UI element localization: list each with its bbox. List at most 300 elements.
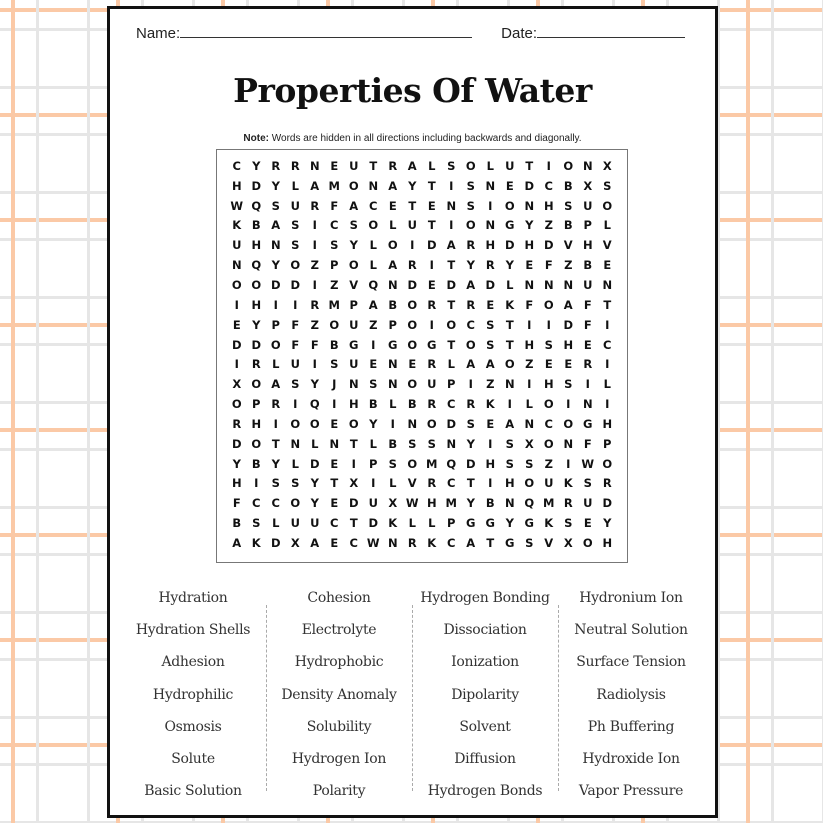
grid-letter[interactable]: O xyxy=(524,476,535,491)
grid-letter[interactable]: K xyxy=(388,516,398,531)
grid-letter[interactable]: B xyxy=(232,516,242,531)
grid-letter[interactable]: N xyxy=(524,277,535,292)
grid-letter[interactable]: N xyxy=(309,158,320,173)
grid-letter[interactable]: L xyxy=(272,357,280,372)
grid-letter[interactable]: E xyxy=(427,277,436,292)
grid-letter[interactable]: E xyxy=(232,317,241,332)
grid-letter[interactable]: E xyxy=(330,535,339,550)
grid-letter[interactable]: T xyxy=(427,178,436,193)
grid-letter[interactable]: C xyxy=(252,496,261,511)
grid-letter[interactable]: O xyxy=(543,436,554,451)
grid-letter[interactable]: O xyxy=(348,258,359,273)
grid-letter[interactable]: N xyxy=(387,535,398,550)
grid-letter[interactable]: Y xyxy=(310,377,319,392)
grid-letter[interactable]: D xyxy=(251,337,262,352)
grid-letter[interactable]: D xyxy=(270,277,281,292)
grid-letter[interactable]: A xyxy=(349,198,359,213)
grid-letter[interactable]: N xyxy=(446,198,457,213)
grid-letter[interactable]: R xyxy=(427,397,437,412)
grid-letter[interactable]: K xyxy=(232,218,242,233)
grid-letter[interactable]: P xyxy=(447,377,456,392)
grid-letter[interactable]: T xyxy=(447,258,456,273)
grid-letter[interactable]: K xyxy=(563,476,573,491)
grid-letter[interactable]: X xyxy=(524,436,534,451)
grid-letter[interactable]: Y xyxy=(466,496,475,511)
grid-letter[interactable]: R xyxy=(563,496,573,511)
grid-letter[interactable]: S xyxy=(330,357,339,372)
grid-letter[interactable]: Q xyxy=(524,496,535,511)
grid-letter[interactable]: O xyxy=(251,436,262,451)
grid-letter[interactable]: F xyxy=(232,496,241,511)
grid-letter[interactable]: A xyxy=(310,535,320,550)
grid-letter[interactable]: L xyxy=(486,158,494,173)
grid-letter[interactable]: R xyxy=(407,535,417,550)
name-field[interactable] xyxy=(136,23,472,42)
grid-letter[interactable]: N xyxy=(446,436,457,451)
grid-letter[interactable]: W xyxy=(581,456,595,471)
grid-letter[interactable]: U xyxy=(290,198,300,213)
grid-letter[interactable]: E xyxy=(603,258,612,273)
grid-letter[interactable]: R xyxy=(427,357,437,372)
grid-letter[interactable]: T xyxy=(271,436,280,451)
grid-letter[interactable]: K xyxy=(505,297,515,312)
grid-letter[interactable]: C xyxy=(603,337,612,352)
grid-letter[interactable]: R xyxy=(232,416,242,431)
grid-letter[interactable]: Y xyxy=(466,436,475,451)
grid-letter[interactable]: O xyxy=(231,397,242,412)
grid-letter[interactable]: E xyxy=(486,297,495,312)
grid-letter[interactable]: T xyxy=(447,297,456,312)
grid-letter[interactable]: O xyxy=(231,277,242,292)
grid-letter[interactable]: N xyxy=(485,178,496,193)
grid-letter[interactable]: O xyxy=(563,416,574,431)
grid-letter[interactable]: I xyxy=(449,178,454,193)
grid-letter[interactable]: I xyxy=(527,317,532,332)
grid-letter[interactable]: I xyxy=(605,317,610,332)
grid-letter[interactable]: T xyxy=(525,158,534,173)
grid-letter[interactable]: S xyxy=(330,238,339,253)
grid-letter[interactable]: H xyxy=(251,297,262,312)
grid-letter[interactable]: Z xyxy=(544,456,553,471)
grid-letter[interactable]: S xyxy=(486,337,495,352)
grid-letter[interactable]: H xyxy=(524,238,535,253)
grid-letter[interactable]: Y xyxy=(525,218,534,233)
grid-letter[interactable]: B xyxy=(563,218,573,233)
grid-letter[interactable]: Y xyxy=(310,496,319,511)
grid-letter[interactable]: S xyxy=(603,178,612,193)
grid-letter[interactable]: G xyxy=(466,516,476,531)
grid-letter[interactable]: S xyxy=(544,337,553,352)
grid-letter[interactable]: I xyxy=(390,416,395,431)
grid-letter[interactable]: H xyxy=(231,476,242,491)
grid-letter[interactable]: E xyxy=(369,357,378,372)
grid-letter[interactable]: N xyxy=(231,258,242,273)
grid-letter[interactable]: I xyxy=(293,397,298,412)
grid-letter[interactable]: P xyxy=(583,218,592,233)
grid-letter[interactable]: S xyxy=(291,238,300,253)
grid-letter[interactable]: M xyxy=(328,178,340,193)
grid-letter[interactable]: S xyxy=(369,377,378,392)
grid-letter[interactable]: I xyxy=(429,258,434,273)
grid-letter[interactable]: N xyxy=(504,377,515,392)
grid-letter[interactable]: R xyxy=(427,476,437,491)
grid-letter[interactable]: T xyxy=(330,476,339,491)
grid-letter[interactable]: B xyxy=(251,456,261,471)
grid-letter[interactable]: H xyxy=(543,198,554,213)
grid-letter[interactable]: R xyxy=(251,357,261,372)
grid-letter[interactable]: O xyxy=(602,198,613,213)
grid-letter[interactable]: Q xyxy=(309,397,320,412)
grid-letter[interactable]: D xyxy=(348,496,359,511)
grid-letter[interactable]: Y xyxy=(369,416,378,431)
grid-letter[interactable]: N xyxy=(329,436,340,451)
grid-letter[interactable]: B xyxy=(388,297,398,312)
grid-letter[interactable]: G xyxy=(427,337,437,352)
grid-letter[interactable]: X xyxy=(290,535,300,550)
grid-letter[interactable]: L xyxy=(369,436,377,451)
grid-letter[interactable]: A xyxy=(466,535,476,550)
grid-letter[interactable]: L xyxy=(603,218,611,233)
grid-letter[interactable]: N xyxy=(582,158,593,173)
grid-letter[interactable]: S xyxy=(564,516,573,531)
grid-letter[interactable]: W xyxy=(230,198,244,213)
grid-letter[interactable]: S xyxy=(505,436,514,451)
grid-letter[interactable]: R xyxy=(271,158,281,173)
grid-letter[interactable]: I xyxy=(312,277,317,292)
grid-letter[interactable]: F xyxy=(544,258,553,273)
grid-letter[interactable]: G xyxy=(583,416,593,431)
grid-letter[interactable]: C xyxy=(447,476,456,491)
grid-letter[interactable]: S xyxy=(525,535,534,550)
grid-letter[interactable]: I xyxy=(351,456,356,471)
grid-letter[interactable]: T xyxy=(427,218,436,233)
grid-letter[interactable]: S xyxy=(466,178,475,193)
grid-letter[interactable]: U xyxy=(290,357,300,372)
grid-letter[interactable]: K xyxy=(427,535,437,550)
grid-letter[interactable]: H xyxy=(251,416,262,431)
grid-letter[interactable]: O xyxy=(543,397,554,412)
grid-letter[interactable]: O xyxy=(602,456,613,471)
grid-letter[interactable]: Z xyxy=(486,377,495,392)
grid-letter[interactable]: P xyxy=(447,516,456,531)
grid-letter[interactable]: O xyxy=(465,158,476,173)
grid-letter[interactable]: O xyxy=(368,218,379,233)
grid-letter[interactable]: I xyxy=(332,397,337,412)
grid-letter[interactable]: E xyxy=(388,198,397,213)
grid-letter[interactable]: C xyxy=(369,198,378,213)
grid-letter[interactable]: N xyxy=(543,277,554,292)
grid-letter[interactable]: N xyxy=(504,496,515,511)
grid-letter[interactable]: Q xyxy=(251,198,262,213)
grid-letter[interactable]: I xyxy=(449,218,454,233)
grid-letter[interactable]: C xyxy=(330,516,339,531)
grid-letter[interactable]: E xyxy=(564,357,573,372)
grid-letter[interactable]: G xyxy=(485,516,495,531)
grid-letter[interactable]: X xyxy=(349,476,359,491)
grid-letter[interactable]: H xyxy=(348,397,359,412)
grid-letter[interactable]: H xyxy=(524,337,535,352)
grid-letter[interactable]: U xyxy=(583,496,593,511)
grid-letter[interactable]: O xyxy=(290,496,301,511)
grid-letter[interactable]: I xyxy=(546,317,551,332)
grid-letter[interactable]: Z xyxy=(525,357,534,372)
grid-letter[interactable]: S xyxy=(271,198,280,213)
grid-letter[interactable]: E xyxy=(330,416,339,431)
grid-letter[interactable]: P xyxy=(252,397,261,412)
grid-letter[interactable]: C xyxy=(271,496,280,511)
grid-letter[interactable]: V xyxy=(544,535,554,550)
grid-letter[interactable]: C xyxy=(349,535,358,550)
grid-letter[interactable]: S xyxy=(427,436,436,451)
grid-letter[interactable]: Z xyxy=(369,317,378,332)
grid-letter[interactable]: T xyxy=(369,158,378,173)
grid-letter[interactable]: Y xyxy=(466,258,475,273)
grid-letter[interactable]: L xyxy=(408,516,416,531)
grid-letter[interactable]: R xyxy=(466,397,476,412)
grid-letter[interactable]: A xyxy=(446,238,456,253)
grid-letter[interactable]: R xyxy=(466,297,476,312)
grid-letter[interactable]: Y xyxy=(232,456,241,471)
grid-letter[interactable]: R xyxy=(407,258,417,273)
grid-letter[interactable]: U xyxy=(368,496,378,511)
grid-letter[interactable]: G xyxy=(505,218,515,233)
grid-letter[interactable]: G xyxy=(524,516,534,531)
grid-letter[interactable]: L xyxy=(428,158,436,173)
grid-letter[interactable]: A xyxy=(466,277,476,292)
grid-letter[interactable]: O xyxy=(407,456,418,471)
grid-letter[interactable]: N xyxy=(407,416,418,431)
grid-letter[interactable]: N xyxy=(270,238,281,253)
grid-letter[interactable]: U xyxy=(349,158,359,173)
grid-letter[interactable]: T xyxy=(447,337,456,352)
grid-letter[interactable]: F xyxy=(583,297,592,312)
grid-letter[interactable]: D xyxy=(426,238,437,253)
grid-letter[interactable]: D xyxy=(465,456,476,471)
grid-letter[interactable]: N xyxy=(602,277,613,292)
grid-letter[interactable]: S xyxy=(564,377,573,392)
grid-letter[interactable]: F xyxy=(330,198,339,213)
grid-letter[interactable]: X xyxy=(232,377,242,392)
grid-letter[interactable]: U xyxy=(505,158,515,173)
grid-letter[interactable]: A xyxy=(466,357,476,372)
grid-letter[interactable]: I xyxy=(273,297,278,312)
grid-letter[interactable]: U xyxy=(349,317,359,332)
grid-letter[interactable]: D xyxy=(231,337,242,352)
grid-letter[interactable]: H xyxy=(543,377,554,392)
grid-letter[interactable]: C xyxy=(232,158,241,173)
grid-letter[interactable]: R xyxy=(388,158,398,173)
grid-letter[interactable]: Z xyxy=(564,258,573,273)
grid-letter[interactable]: H xyxy=(563,337,574,352)
grid-letter[interactable]: B xyxy=(329,337,339,352)
grid-letter[interactable]: S xyxy=(447,158,456,173)
grid-letter[interactable]: I xyxy=(429,317,434,332)
grid-letter[interactable]: P xyxy=(369,456,378,471)
grid-letter[interactable]: S xyxy=(466,198,475,213)
grid-letter[interactable]: S xyxy=(583,476,592,491)
grid-letter[interactable]: T xyxy=(408,198,417,213)
grid-letter[interactable]: Y xyxy=(408,178,417,193)
grid-letter[interactable]: D xyxy=(504,238,515,253)
grid-letter[interactable]: F xyxy=(310,337,319,352)
grid-letter[interactable]: R xyxy=(583,357,593,372)
grid-letter[interactable]: P xyxy=(330,258,339,273)
grid-letter[interactable]: S xyxy=(291,218,300,233)
grid-letter[interactable]: L xyxy=(389,397,397,412)
grid-letter[interactable]: L xyxy=(428,516,436,531)
grid-letter[interactable]: O xyxy=(407,377,418,392)
grid-letter[interactable]: O xyxy=(407,317,418,332)
grid-letter[interactable]: Z xyxy=(544,218,553,233)
grid-letter[interactable]: Y xyxy=(310,476,319,491)
grid-letter[interactable]: Y xyxy=(252,158,261,173)
grid-letter[interactable]: U xyxy=(407,218,417,233)
grid-letter[interactable]: E xyxy=(544,357,553,372)
grid-letter[interactable]: Q xyxy=(368,277,379,292)
grid-letter[interactable]: L xyxy=(311,436,319,451)
grid-letter[interactable]: G xyxy=(388,337,398,352)
grid-letter[interactable]: I xyxy=(254,476,259,491)
grid-letter[interactable]: I xyxy=(468,377,473,392)
grid-letter[interactable]: S xyxy=(564,198,573,213)
grid-letter[interactable]: D xyxy=(231,436,242,451)
grid-letter[interactable]: E xyxy=(408,357,417,372)
word-search-grid[interactable] xyxy=(216,149,628,563)
grid-letter[interactable]: A xyxy=(407,158,417,173)
grid-letter[interactable]: V xyxy=(407,476,417,491)
grid-letter[interactable]: I xyxy=(273,416,278,431)
grid-letter[interactable]: O xyxy=(563,158,574,173)
grid-letter[interactable]: H xyxy=(582,238,593,253)
grid-letter[interactable]: Z xyxy=(310,258,319,273)
grid-letter[interactable]: D xyxy=(602,496,613,511)
grid-letter[interactable]: W xyxy=(405,496,419,511)
grid-letter[interactable]: I xyxy=(312,238,317,253)
grid-letter[interactable]: R xyxy=(290,158,300,173)
grid-letter[interactable]: Q xyxy=(251,258,262,273)
grid-letter[interactable]: N xyxy=(582,397,593,412)
grid-letter[interactable]: L xyxy=(291,178,299,193)
grid-letter[interactable]: D xyxy=(270,535,281,550)
grid-letter[interactable]: I xyxy=(585,377,590,392)
grid-letter[interactable]: I xyxy=(488,198,493,213)
grid-letter[interactable]: C xyxy=(330,218,339,233)
grid-letter[interactable]: B xyxy=(485,496,495,511)
grid-letter[interactable]: S xyxy=(505,456,514,471)
grid-letter[interactable]: F xyxy=(291,317,300,332)
grid-letter[interactable]: H xyxy=(426,496,437,511)
grid-letter[interactable]: E xyxy=(427,198,436,213)
grid-letter[interactable]: A xyxy=(388,178,398,193)
grid-letter[interactable]: L xyxy=(272,516,280,531)
grid-letter[interactable]: B xyxy=(388,436,398,451)
grid-letter[interactable]: L xyxy=(369,238,377,253)
grid-letter[interactable]: I xyxy=(488,436,493,451)
grid-letter[interactable]: O xyxy=(465,218,476,233)
grid-letter[interactable]: O xyxy=(504,357,515,372)
grid-letter[interactable]: K xyxy=(251,535,261,550)
grid-letter[interactable]: D xyxy=(446,277,457,292)
grid-letter[interactable]: O xyxy=(407,337,418,352)
grid-letter[interactable]: T xyxy=(505,337,514,352)
grid-letter[interactable]: Q xyxy=(446,456,457,471)
grid-letter[interactable]: C xyxy=(447,535,456,550)
grid-letter[interactable]: C xyxy=(544,416,553,431)
grid-letter[interactable]: V xyxy=(563,238,573,253)
grid-letter[interactable]: F xyxy=(291,337,300,352)
grid-letter[interactable]: E xyxy=(330,158,339,173)
grid-letter[interactable]: I xyxy=(371,476,376,491)
grid-letter[interactable]: Y xyxy=(271,456,280,471)
grid-letter[interactable]: Y xyxy=(505,516,514,531)
grid-letter[interactable]: F xyxy=(583,436,592,451)
grid-letter[interactable]: D xyxy=(368,516,379,531)
grid-letter[interactable]: D xyxy=(563,317,574,332)
grid-letter[interactable]: G xyxy=(505,535,515,550)
grid-letter[interactable]: E xyxy=(330,496,339,511)
grid-letter[interactable]: U xyxy=(232,238,242,253)
grid-letter[interactable]: R xyxy=(485,258,495,273)
grid-letter[interactable]: V xyxy=(349,277,359,292)
grid-letter[interactable]: R xyxy=(466,238,476,253)
grid-letter[interactable]: Z xyxy=(330,277,339,292)
grid-letter[interactable]: O xyxy=(251,277,262,292)
grid-letter[interactable]: F xyxy=(583,317,592,332)
grid-letter[interactable]: B xyxy=(251,218,261,233)
grid-letter[interactable]: O xyxy=(407,297,418,312)
grid-letter[interactable]: T xyxy=(349,516,358,531)
grid-letter[interactable]: E xyxy=(525,258,534,273)
grid-letter[interactable]: P xyxy=(271,317,280,332)
grid-letter[interactable]: O xyxy=(348,178,359,193)
grid-letter[interactable]: S xyxy=(408,436,417,451)
grid-letter[interactable]: I xyxy=(234,297,239,312)
grid-letter[interactable]: O xyxy=(426,416,437,431)
grid-letter[interactable]: H xyxy=(231,178,242,193)
grid-letter[interactable]: M xyxy=(543,496,555,511)
grid-letter[interactable]: Y xyxy=(252,317,261,332)
grid-letter[interactable]: I xyxy=(488,476,493,491)
grid-letter[interactable]: Y xyxy=(271,178,280,193)
grid-letter[interactable]: U xyxy=(349,357,359,372)
grid-letter[interactable]: O xyxy=(582,535,593,550)
grid-letter[interactable]: O xyxy=(290,258,301,273)
grid-letter[interactable]: N xyxy=(563,436,574,451)
grid-letter[interactable]: O xyxy=(329,317,340,332)
grid-letter[interactable]: D xyxy=(309,456,320,471)
grid-letter[interactable]: H xyxy=(602,535,613,550)
grid-letter[interactable]: O xyxy=(543,297,554,312)
grid-letter[interactable]: I xyxy=(312,357,317,372)
grid-letter[interactable]: E xyxy=(505,178,514,193)
grid-letter[interactable]: L xyxy=(389,476,397,491)
grid-letter[interactable]: F xyxy=(525,297,534,312)
grid-letter[interactable]: E xyxy=(583,337,592,352)
grid-letter[interactable]: O xyxy=(270,337,281,352)
grid-letter[interactable]: X xyxy=(583,178,593,193)
grid-letter[interactable]: R xyxy=(427,297,437,312)
grid-letter[interactable]: C xyxy=(447,397,456,412)
grid-letter[interactable]: E xyxy=(583,516,592,531)
grid-letter[interactable]: P xyxy=(603,436,612,451)
grid-letter[interactable]: Y xyxy=(505,258,514,273)
grid-letter[interactable]: Z xyxy=(310,317,319,332)
grid-letter[interactable]: N xyxy=(368,178,379,193)
grid-letter[interactable]: B xyxy=(368,397,378,412)
grid-letter[interactable]: O xyxy=(290,416,301,431)
grid-letter[interactable]: U xyxy=(427,377,437,392)
grid-letter[interactable]: I xyxy=(566,456,571,471)
